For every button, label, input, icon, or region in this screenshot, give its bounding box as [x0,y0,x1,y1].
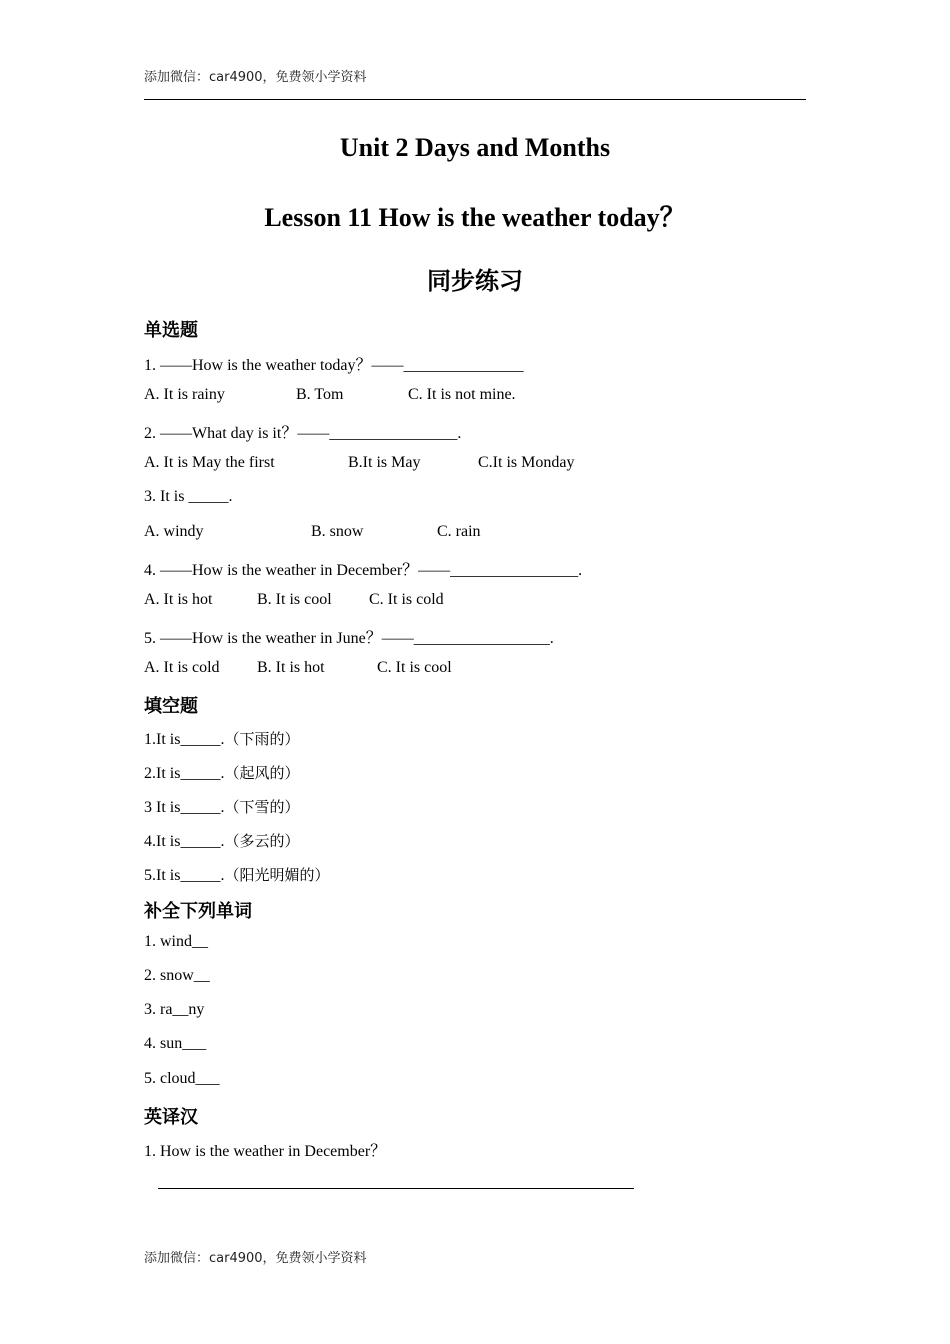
fill-blank-text: 3 It is_____. [144,799,225,816]
question-5-option-b: B. It is hot [257,659,325,676]
section-heading-translate: 英译汉 [144,1107,198,1128]
fill-blank-text: 4.It is_____. [144,833,225,850]
fill-blank-item-3 [144,796,299,817]
question-5-option-c: C. It is cool [377,659,452,676]
section-heading-single-choice: 单选题 [144,320,198,341]
question-2: 2. ——What day is it？——________________. [144,425,462,442]
complete-word-3: 3. ra__ny [144,1001,205,1018]
fill-blank-hint: （多云的） [224,832,300,850]
question-5: 5. ——How is the weather in June？——_________________. [144,630,554,647]
question-3: 3. It is _____. [144,488,233,505]
complete-word-2: 2. snow__ [144,967,210,984]
fill-blank-item-5 [144,864,329,885]
question-1-option-a: A. It is rainy [144,386,225,403]
fill-blank-item-4 [144,830,299,851]
complete-word-4: 4. sun___ [144,1035,207,1052]
unit-title: Unit 2 Days and Months [339,133,611,162]
question-4-option-b: B. It is cool [257,591,332,608]
question-1-option-b: B. Tom [296,386,344,403]
lesson-title: Lesson 11 How is the weather today？ [264,203,686,232]
fill-blank-hint: （起风的） [224,764,300,782]
fill-blank-item-2 [144,762,299,783]
complete-word-1: 1. wind__ [144,933,208,950]
fill-blank-text: 5.It is_____. [144,867,225,884]
question-2-option-b: B.It is May [348,454,421,471]
complete-word-5: 5. cloud___ [144,1070,220,1087]
page-footer: 添加微信：car4900，免费领小学资料 [144,1251,367,1266]
section-heading-complete-words: 补全下列单词 [144,901,252,922]
fill-blank-text: 2.It is_____. [144,765,225,782]
fill-blank-item-1 [144,728,299,749]
fill-blank-hint: （下雨的） [224,730,300,748]
translate-item-1: 1. How is the weather in December？ [144,1143,387,1160]
question-2-option-a: A. It is May the first [144,454,275,471]
page-header: 添加微信：car4900，免费领小学资料 [144,70,367,85]
question-3-option-a: A. windy [144,523,204,540]
question-4-option-c: C. It is cold [369,591,444,608]
header-rule [144,99,806,100]
question-4-option-a: A. It is hot [144,591,213,608]
answer-line [158,1188,634,1189]
fill-blank-hint: （下雪的） [224,798,300,816]
fill-blank-text: 1.It is_____. [144,731,225,748]
question-3-option-c: C. rain [437,523,481,540]
question-4: 4. ——How is the weather in December？——________________. [144,562,583,579]
question-5-option-a: A. It is cold [144,659,220,676]
practice-title: 同步练习 [427,267,523,295]
question-3-option-b: B. snow [311,523,364,540]
question-2-option-c: C.It is Monday [478,454,575,471]
section-heading-fill-blank: 填空题 [144,696,198,717]
fill-blank-hint: （阳光明媚的） [224,866,330,884]
question-1-option-c: C. It is not mine. [408,386,516,403]
question-1: 1. ——How is the weather today？——_______________ [144,357,524,374]
